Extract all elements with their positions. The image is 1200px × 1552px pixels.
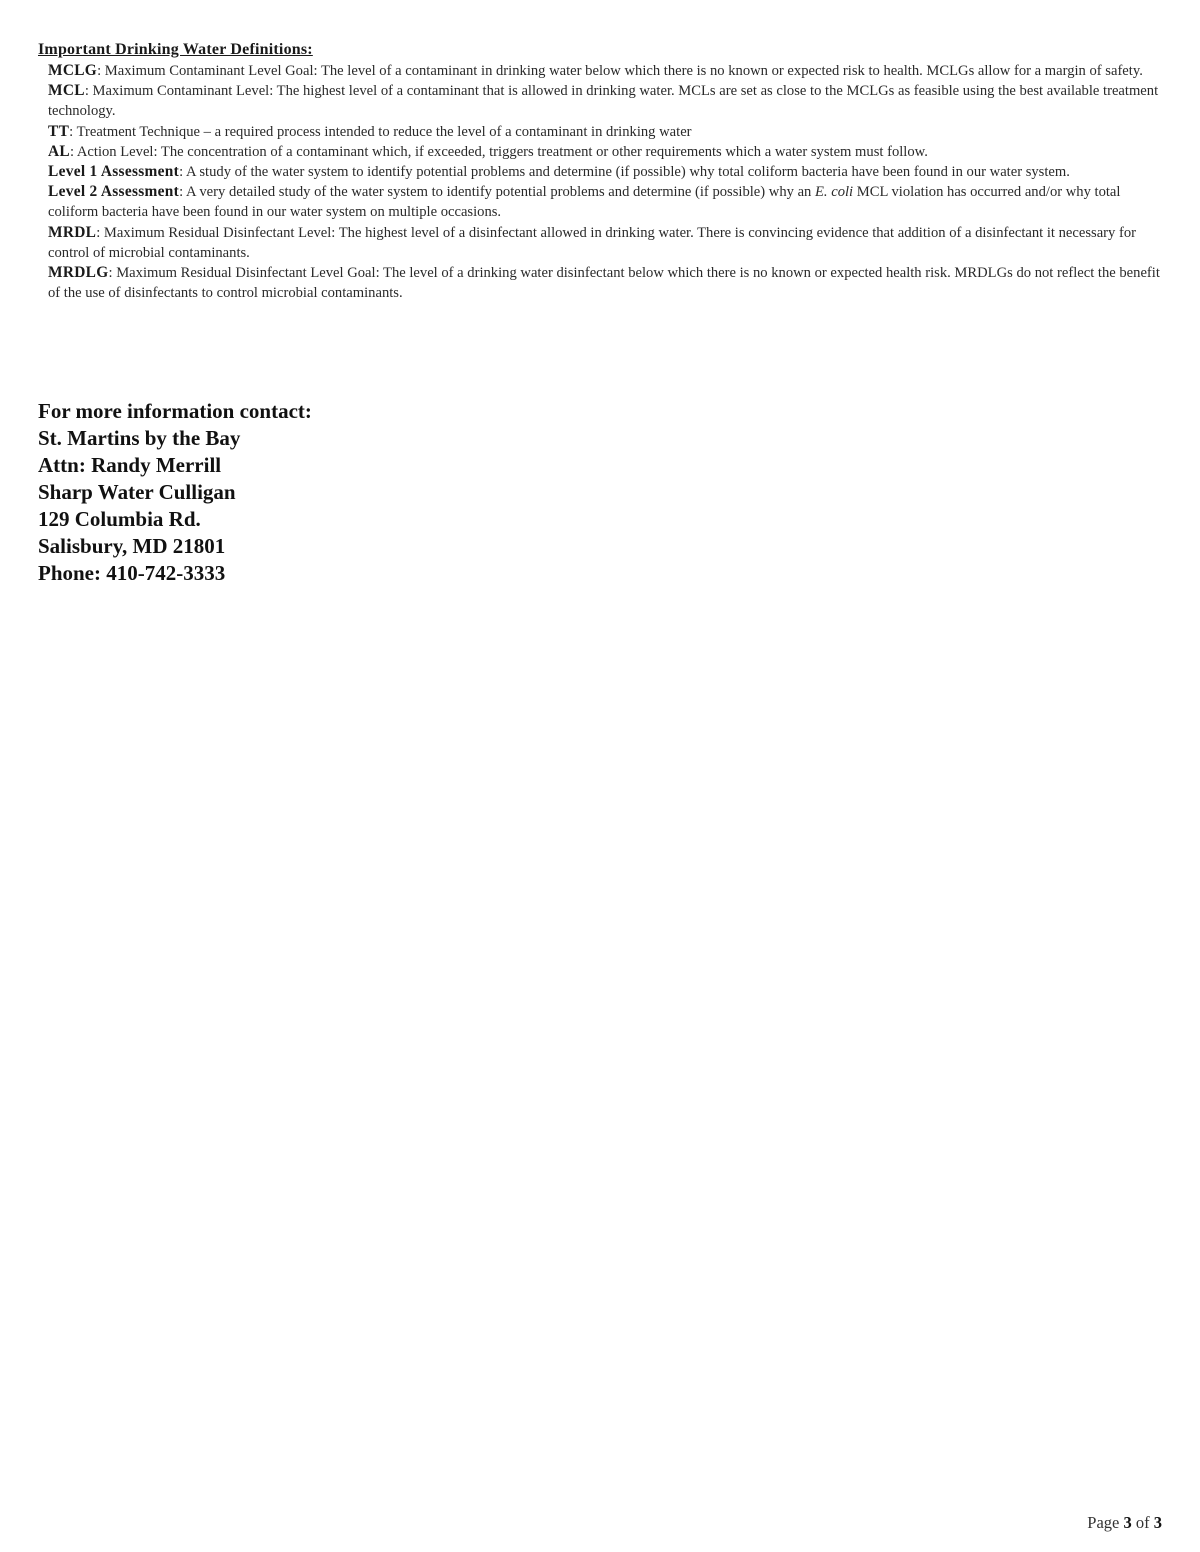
contact-city-state-zip: Salisbury, MD 21801 <box>38 534 226 558</box>
definition-item-mrdlg <box>48 263 1163 303</box>
definition-term: TT <box>48 122 70 140</box>
definition-item-level-1-assessment <box>48 162 1163 182</box>
definition-term: MRDLG <box>48 264 109 282</box>
contact-attention: Attn: Randy Merrill <box>38 453 222 477</box>
page-number-current: 3 <box>1123 1513 1132 1532</box>
definition-text: : Maximum Contaminant Level: The highest level of a contaminant that is allowed in drinking water. MCLs are set as close to the MCLGs as feasible using the best available treatment technology. <box>48 83 1159 120</box>
definition-term: MRDL <box>48 223 97 241</box>
definition-text: : Maximum Contaminant Level Goal: The level of a contaminant in drinking water below which there is no known or expected risk to health. MCLGs allow for a margin of safety. <box>97 63 1143 79</box>
definition-text: : Treatment Technique – a required process intended to reduce the level of a contaminant in drinking water <box>69 123 692 140</box>
contact-organization: St. Martins by the Bay <box>38 426 241 450</box>
page-number-label: Page <box>1087 1513 1120 1532</box>
page-number-of: of <box>1135 1513 1150 1532</box>
contact-company: Sharp Water Culligan <box>38 480 236 504</box>
definition-term: Level 2 Assessment <box>48 183 180 201</box>
definition-text-part: : A very detailed study of the water system to identify potential problems and determine (if possible) why an <box>179 184 815 201</box>
definition-text: : Maximum Residual Disinfectant Level Goal: The level of a drinking water disinfectant below which there is no known or expected health risk. MRDLGs do not reflect the benefit of the use of disinfectants to control microbial contaminants. <box>48 265 1160 302</box>
definition-text <box>48 184 1120 220</box>
definition-item-mrdl <box>48 223 1163 263</box>
contact-section <box>38 398 638 587</box>
definition-text-italic: E. coli <box>815 184 854 201</box>
page-number <box>1087 1512 1162 1534</box>
page-number-total: 3 <box>1153 1513 1162 1532</box>
definition-item-al <box>48 142 1163 162</box>
definition-term: MCL <box>48 82 85 100</box>
definition-item-mcl <box>48 81 1163 121</box>
contact-street-address: 129 Columbia Rd. <box>38 507 201 531</box>
definitions-section <box>38 40 1163 303</box>
definitions-list <box>38 61 1163 303</box>
definition-term: AL <box>48 142 70 160</box>
contact-phone: Phone: 410-742-3333 <box>38 561 226 585</box>
contact-heading: For more information contact: <box>38 399 312 423</box>
definition-text: : Maximum Residual Disinfectant Level: The highest level of a disinfectant allowed in drinking water. There is convincing evidence that addition of a disinfectant it necessary for control of microbial contaminants. <box>48 224 1137 261</box>
definition-text-part: MCL violation has occurred and/or why total coliform bacteria have been found in our water system on multiple occasions. <box>48 184 1121 221</box>
definition-text: : A study of the water system to identify potential problems and determine (if possible) why total coliform bacteria have been found in our water system. <box>179 164 1070 181</box>
definition-item-mclg <box>48 61 1163 81</box>
definition-text: : Action Level: The concentration of a contaminant which, if exceeded, triggers treatment or other requirements which a water system must follow. <box>69 143 928 160</box>
definition-term: Level 1 Assessment <box>48 163 180 181</box>
definition-item-level-2-assessment <box>48 182 1163 222</box>
definitions-heading: Important Drinking Water Definitions: <box>38 41 313 58</box>
definition-item-tt <box>48 122 1163 142</box>
definition-term: MCLG <box>48 62 98 79</box>
